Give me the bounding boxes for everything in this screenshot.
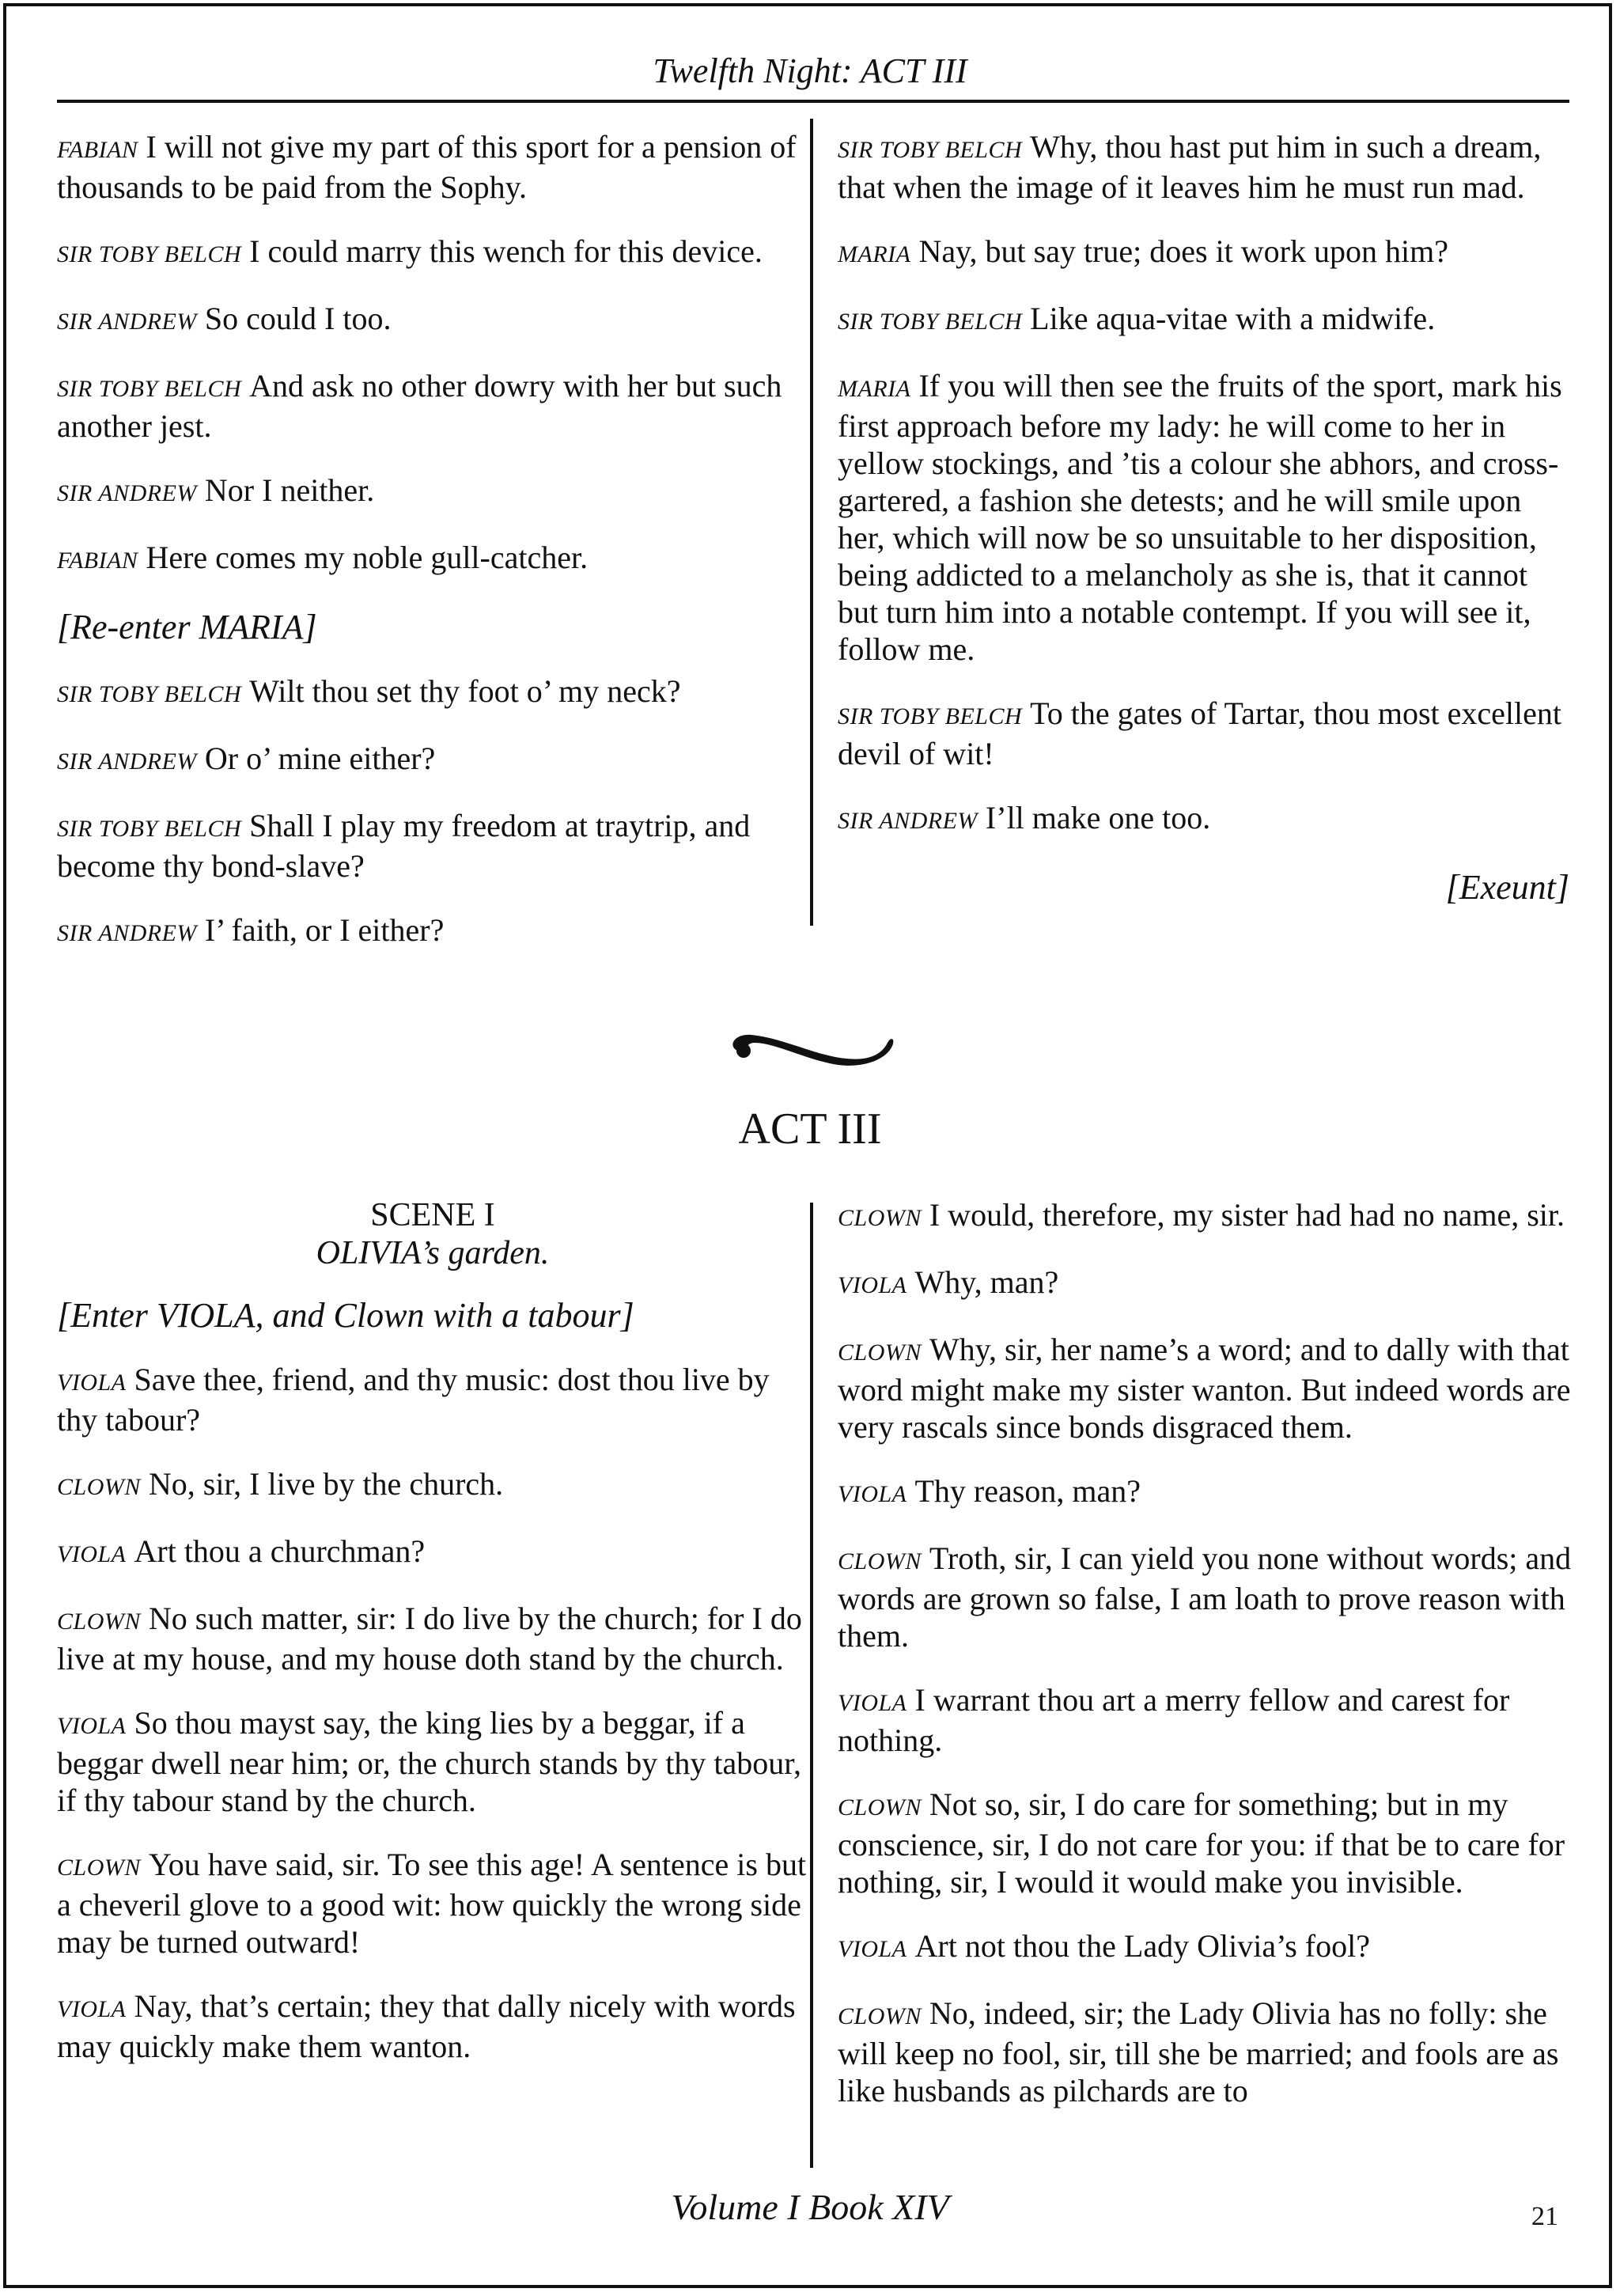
speech xyxy=(838,300,1569,340)
speech xyxy=(838,1786,1589,1900)
speech xyxy=(57,673,801,713)
top-left-column xyxy=(57,128,801,979)
bottom-left-column xyxy=(57,1196,808,2092)
flourish-ornament xyxy=(720,1019,910,1074)
speaker-name: CLOWN xyxy=(838,1548,922,1574)
speaker-name: CLOWN xyxy=(57,1474,141,1500)
speech-text: Why, sir, her name’s a word; and to dally with that word might make my sister wanton. But indeed words are very rascals since bonds disgraced them. xyxy=(838,1332,1571,1445)
speech xyxy=(57,740,801,780)
stage-direction: [Re-enter MARIA] xyxy=(57,608,317,646)
speaker-name: VIOLA xyxy=(57,1541,127,1567)
act-title: ACT III xyxy=(738,1104,882,1154)
speech xyxy=(57,539,801,579)
speech xyxy=(838,1927,1589,1968)
speech xyxy=(57,1533,808,1573)
speaker-name: VIOLA xyxy=(57,1370,127,1396)
speaker-name: SIR TOBY BELCH xyxy=(57,376,242,402)
speech xyxy=(838,1540,1589,1654)
speaker-name: SIR ANDREW xyxy=(57,920,197,946)
speech-text: Save thee, friend, and thy music: dost thou live by thy tabour? xyxy=(57,1362,770,1438)
speaker-name: VIOLA xyxy=(57,1713,127,1739)
speech-text: I will not give my part of this sport for a pension of thousands to be paid from the Sophy. xyxy=(57,129,797,205)
header-rule xyxy=(57,100,1569,103)
scene-title: SCENE I xyxy=(370,1197,495,1233)
speaker-name: SIR ANDREW xyxy=(838,808,978,834)
scene-heading xyxy=(57,1196,808,1272)
speech-text: Shall I play my freedom at traytrip, and become thy bond-slave? xyxy=(57,808,751,884)
speech-text: I’ll make one too. xyxy=(985,800,1211,835)
stage-direction: [Enter VIOLA, and Clown with a tabour] xyxy=(57,1296,634,1335)
speech-text: Thy reason, man? xyxy=(914,1473,1141,1509)
speech-text: To the gates of Tartar, thou most excellent devil of wit! xyxy=(838,695,1562,771)
speech xyxy=(838,1472,1589,1513)
bottom-right-column xyxy=(838,1196,1589,2136)
speech-text: So could I too. xyxy=(204,301,392,336)
speech xyxy=(57,1704,808,1819)
scene-location: OLIVIA’s garden. xyxy=(316,1235,550,1271)
speaker-name: VIOLA xyxy=(838,1481,907,1507)
speech xyxy=(838,233,1569,273)
page-number: 21 xyxy=(1531,2202,1558,2231)
speech-text: No such matter, sir: I do live by the church; for I do live at my house, and my house doth stand by the church. xyxy=(57,1601,802,1677)
speech xyxy=(838,1995,1589,2109)
speaker-name: CLOWN xyxy=(838,1794,922,1821)
top-right-speeches xyxy=(838,128,1569,839)
speech xyxy=(57,300,801,340)
speech-text: If you will then see the fruits of the sport, mark his first approach before my lady: he will come to her in yellow stockings, and ’tis a colour she abhors, and cross-gartered, a fashion she detests; and he will smile upon her, which will now be so unsuitable to her disposition, being addicted to a melancholy as she is, that it cannot but turn him into a notable contempt. If you will see it, follow me. xyxy=(838,368,1562,667)
speaker-name: CLOWN xyxy=(838,1339,922,1366)
speaker-name: SIR TOBY BELCH xyxy=(838,703,1023,729)
speech xyxy=(838,1264,1589,1304)
speaker-name: VIOLA xyxy=(838,1690,907,1716)
speech xyxy=(57,1465,808,1506)
speech xyxy=(57,1361,808,1438)
speaker-name: SIR TOBY BELCH xyxy=(57,681,242,707)
speech xyxy=(838,1196,1589,1237)
speech-text: Art thou a churchman? xyxy=(134,1533,426,1569)
speech-text: I would, therefore, my sister had had no name, sir. xyxy=(929,1197,1565,1233)
speech xyxy=(57,1600,808,1677)
bottom-left-speeches xyxy=(57,1294,808,2065)
speech xyxy=(57,128,801,206)
speaker-name: FABIAN xyxy=(57,547,138,574)
speech xyxy=(57,367,801,445)
speaker-name: MARIA xyxy=(838,376,911,402)
speech xyxy=(838,695,1569,772)
speech xyxy=(57,911,801,952)
speech-text: Like aqua-vitae with a midwife. xyxy=(1030,301,1436,336)
top-right-column xyxy=(838,128,1569,933)
speech-text: Here comes my noble gull-catcher. xyxy=(146,540,589,575)
speech xyxy=(57,1846,808,1961)
speech-text: Why, thou hast put him in such a dream, that when the image of it leaves him he must run mad. xyxy=(838,129,1542,205)
speech xyxy=(838,1331,1589,1445)
speech-text: I could marry this wench for this device. xyxy=(249,233,763,269)
speech-text: Nor I neither. xyxy=(204,472,375,508)
column-divider-top xyxy=(810,119,813,926)
speech-text: Wilt thou set thy foot o’ my neck? xyxy=(249,673,681,709)
speaker-name: SIR ANDREW xyxy=(57,480,197,506)
speaker-name: CLOWN xyxy=(838,1205,922,1231)
speaker-name: SIR TOBY BELCH xyxy=(838,137,1023,163)
speaker-name: CLOWN xyxy=(57,1608,141,1635)
exeunt-direction: [Exeunt] xyxy=(1445,868,1569,907)
speech xyxy=(838,367,1569,668)
speech-text: Nay, but say true; does it work upon him? xyxy=(918,233,1448,269)
speech xyxy=(838,1681,1589,1759)
speech-text: Troth, sir, I can yield you none without words; and words are grown so false, I am loath to prove reason with them. xyxy=(838,1540,1572,1654)
running-title: Twelfth Night: ACT III xyxy=(653,51,967,90)
speech-text: No, sir, I live by the church. xyxy=(148,1466,504,1502)
speech-text: Why, man? xyxy=(914,1264,1059,1300)
speech xyxy=(838,799,1569,839)
speech-text: No, indeed, sir; the Lady Olivia has no folly: she will keep no fool, sir, till she be married; and fools are as like husbands as pilchards are to xyxy=(838,1995,1559,2108)
speaker-name: SIR ANDREW xyxy=(57,309,197,335)
speaker-name: SIR TOBY BELCH xyxy=(57,816,242,842)
speech xyxy=(838,128,1569,206)
speaker-name: SIR ANDREW xyxy=(57,748,197,775)
speaker-name: VIOLA xyxy=(57,1996,127,2022)
speech-text: I’ faith, or I either? xyxy=(204,912,445,948)
speaker-name: VIOLA xyxy=(838,1272,907,1298)
speech-text: So thou mayst say, the king lies by a beggar, if a beggar dwell near him; or, the church stands by thy tabour, if thy tabour stand by the church. xyxy=(57,1705,801,1818)
speech-text: Art not thou the Lady Olivia’s fool? xyxy=(914,1928,1370,1964)
speech xyxy=(57,1987,808,2065)
speech-text: Nay, that’s certain; they that dally nicely with words may quickly make them wanton. xyxy=(57,1988,796,2064)
speaker-name: CLOWN xyxy=(838,2003,922,2029)
speech xyxy=(57,233,801,273)
column-divider-bottom xyxy=(810,1203,813,2168)
speech xyxy=(57,807,801,885)
speaker-name: SIR TOBY BELCH xyxy=(838,309,1023,335)
volume-footer: Volume I Book XIV xyxy=(671,2187,949,2227)
speech-text: Or o’ mine either? xyxy=(204,741,436,776)
speaker-name: MARIA xyxy=(838,241,911,267)
speech-text: I warrant thou art a merry fellow and carest for nothing. xyxy=(838,1682,1510,1758)
speaker-name: FABIAN xyxy=(57,137,138,163)
speaker-name: CLOWN xyxy=(57,1855,141,1881)
speech-text: Not so, sir, I do care for something; but in my conscience, sir, I do not care for you: if that be to care for nothing, sir, I would it would make you invisible. xyxy=(838,1786,1565,1900)
speech-text: You have said, sir. To see this age! A sentence is but a cheveril glove to a good wit: how quickly the wrong side may be turned outward! xyxy=(57,1847,807,1960)
speaker-name: SIR TOBY BELCH xyxy=(57,241,242,267)
speaker-name: VIOLA xyxy=(838,1936,907,1962)
speech-text: And ask no other dowry with her but such another jest. xyxy=(57,368,782,444)
speech xyxy=(57,472,801,512)
